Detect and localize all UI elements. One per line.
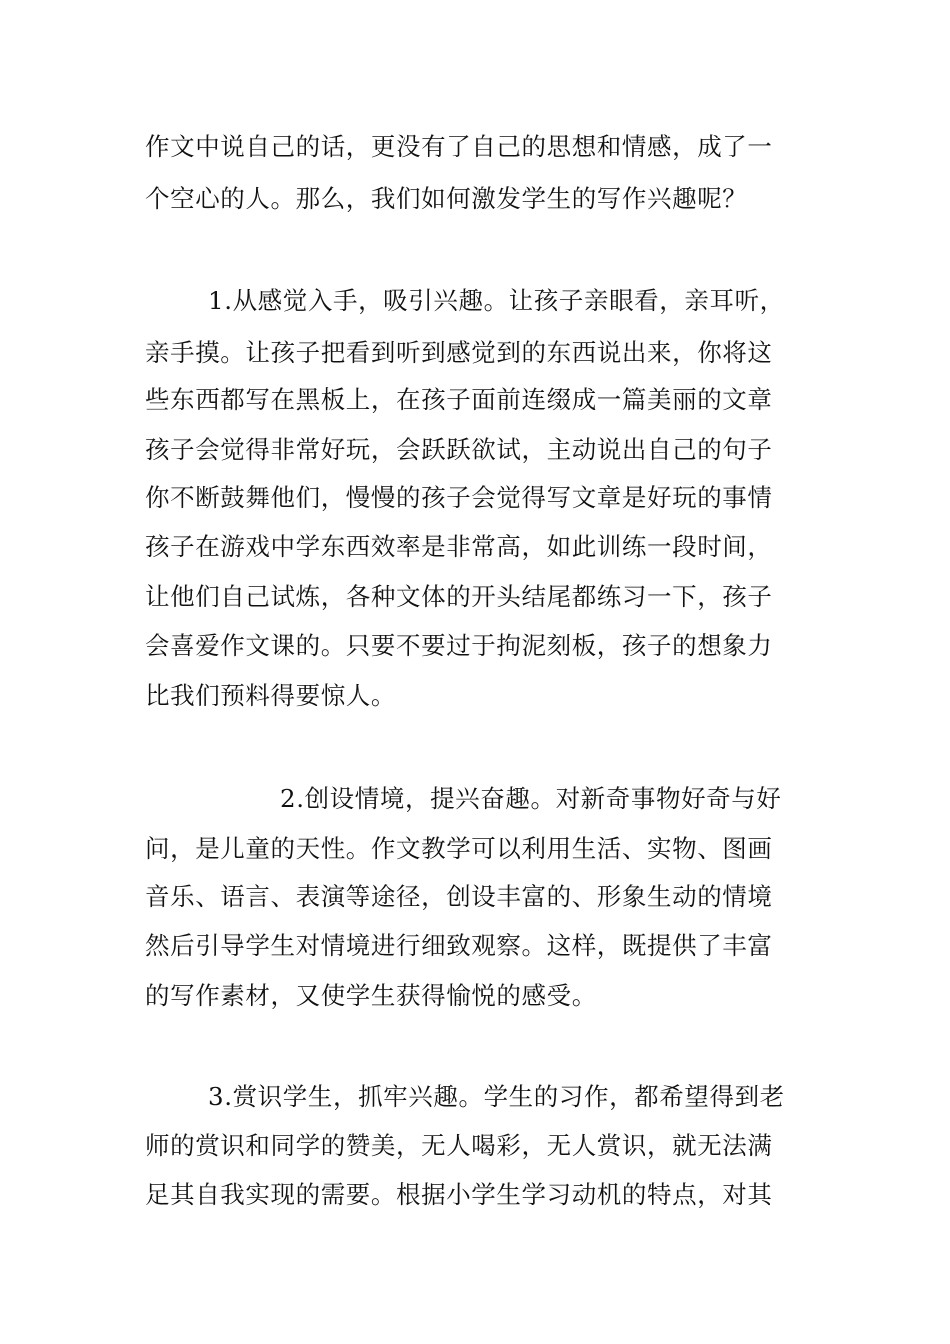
text-line: 师的赏识和同学的赞美，无人喝彩，无人赏识，就无法满 [145, 1131, 773, 1160]
text-line: 会喜爱作文课的。只要不要过于拘泥刻板，孩子的想象力 [145, 631, 773, 660]
paragraph-2-first-line: 2.创设情境，提兴奋趣。对新奇事物好奇与好 [280, 784, 782, 813]
text-line: 些东西都写在黑板上，在孩子面前连缀成一篇美丽的文章 [145, 385, 773, 414]
paragraph-3-first-line: 3.赏识学生，抓牢兴趣。学生的习作，都希望得到老 [208, 1082, 785, 1111]
text-line: 比我们预料得要惊人。 [145, 681, 396, 710]
text-line: 亲手摸。让孩子把看到听到感觉到的东西说出来，你将这 [145, 338, 773, 367]
text-line: 作文中说自己的话，更没有了自己的思想和情感，成了一 [145, 132, 773, 161]
text-line: 你不断鼓舞他们，慢慢的孩子会觉得写文章是好玩的事情 [145, 483, 773, 512]
paragraph-1-first-line: 1.从感觉入手，吸引兴趣。让孩子亲眼看，亲耳听， [208, 286, 785, 315]
text-line: 让他们自己试炼，各种文体的开头结尾都练习一下，孩子 [145, 582, 773, 611]
text-line: 的写作素材，又使学生获得愉悦的感受。 [145, 981, 597, 1010]
text-line: 孩子在游戏中学东西效率是非常高，如此训练一段时间， [145, 532, 773, 561]
text-line: 足其自我实现的需要。根据小学生学习动机的特点，对其 [145, 1180, 773, 1209]
text-line: 孩子会觉得非常好玩，会跃跃欲试，主动说出自己的句子 [145, 435, 773, 464]
text-line: 然后引导学生对情境进行细致观察。这样，既提供了丰富 [145, 931, 773, 960]
text-line: 个空心的人。那么，我们如何激发学生的写作兴趣呢？ [145, 184, 748, 213]
text-line: 问，是儿童的天性。作文教学可以利用生活、实物、图画 [145, 834, 773, 863]
text-line: 音乐、语言、表演等途径，创设丰富的、形象生动的情境 [145, 882, 773, 911]
